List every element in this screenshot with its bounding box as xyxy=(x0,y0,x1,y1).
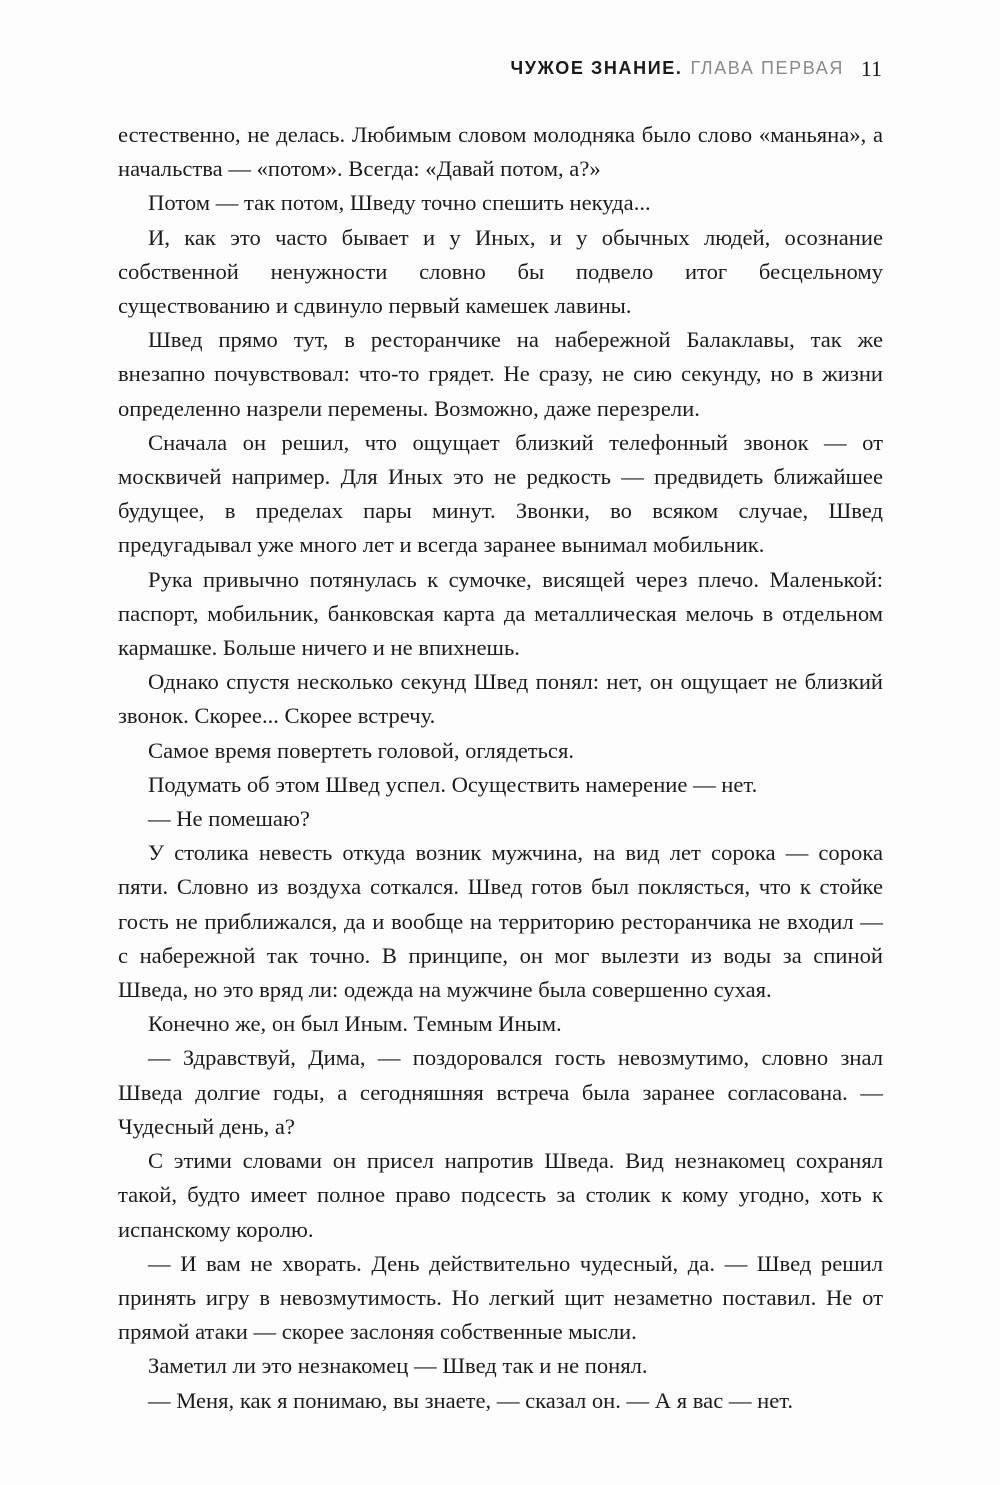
dialogue-line: — Не помешаю? xyxy=(148,806,310,832)
dialogue-line: — И вам не хворать. День действительно чудесный, да. — Швед решил принять игру в невозмутимость. Но легкий щит незаметно поставил. Не от прямой атаки — скорее заслоняя собственные мысли. xyxy=(118,1250,883,1345)
paragraph: Потом — так потом, Шведу точно спешить некуда... xyxy=(148,190,651,216)
dialogue-line: — Меня, как я понимаю, вы знаете, — сказал он. — А я вас — нет. xyxy=(148,1387,794,1413)
page-number: 11 xyxy=(860,56,882,81)
paragraph: естественно, не делась. Любимым словом молодняка было слово «маньяна», а начальства — «потом». Всегда: «Давай потом, а?» xyxy=(118,122,883,182)
running-head xyxy=(511,58,844,88)
paragraph: Заметил ли это незнакомец — Швед так и не понял. xyxy=(148,1353,648,1379)
paragraph: И, как это часто бывает и у Иных, и у обычных людей, осознание собственной ненужности словно бы подвело итог бесцельному существованию и сдвинуло первый камешек лавины. xyxy=(118,224,883,319)
running-head-chapter: ГЛАВА ПЕРВАЯ xyxy=(690,58,844,78)
dialogue-line: — Здравствуй, Дима, — поздоровался гость невозмутимо, словно знал Шведа долгие годы, а сегодняшняя встреча была заранее согласована. — Чудесный день, а? xyxy=(118,1045,883,1139)
paragraph: Однако спустя несколько секунд Швед понял: нет, он ощущает не близкий звонок. Скорее... Скорее встречу. xyxy=(118,669,883,729)
paragraph: Конечно же, он был Иным. Темным Иным. xyxy=(148,1011,562,1037)
paragraph: У столика невесть откуда возник мужчина, на вид лет сорока — сорока пяти. Словно из воздуха соткался. Швед готов был поклясться, что к стойке гость не приближался, да и вообще на территорию ресторанчика не входил — с набережной так точно. В принципе, он мог вылезти из воды за спиной Шведа, но это вряд ли: одежда на мужчине была совершенно сухая. xyxy=(118,840,883,1003)
paragraph: С этими словами он присел напротив Шведа. Вид незнакомец сохранял такой, будто имеет полное право подсесть за столик к кому угодно, хоть к испанскому королю. xyxy=(118,1148,883,1242)
paragraph: Подумать об этом Швед успел. Осуществить намерение — нет. xyxy=(148,771,758,797)
paragraph: Швед прямо тут, в ресторанчике на набережной Балаклавы, так же внезапно почувствовал: что-то грядет. Не сразу, не сию секунду, но в жизни определенно назрели перемены. Возможно, даже перезрели. xyxy=(118,327,883,421)
running-head-book-title: ЧУЖОЕ ЗНАНИЕ. xyxy=(510,58,683,78)
paragraph: Рука привычно потянулась к сумочке, висящей через плечо. Маленькой: паспорт, мобильник, банковская карта да металлическая мелочь в отдельном кармашке. Больше ничего и не впихнешь. xyxy=(118,566,883,661)
paragraph: Сначала он решил, что ощущает близкий телефонный звонок — от москвичей например. Для Иных это не редкость — предвидеть ближайшее будущее, в пределах пары минут. Звонки, во всяком случае, Швед предугадывал уже много лет и всегда заранее вынимал мобильник. xyxy=(118,429,883,558)
paragraph: Самое время повертеть головой, оглядеться. xyxy=(148,737,574,763)
body-text xyxy=(118,118,883,1418)
